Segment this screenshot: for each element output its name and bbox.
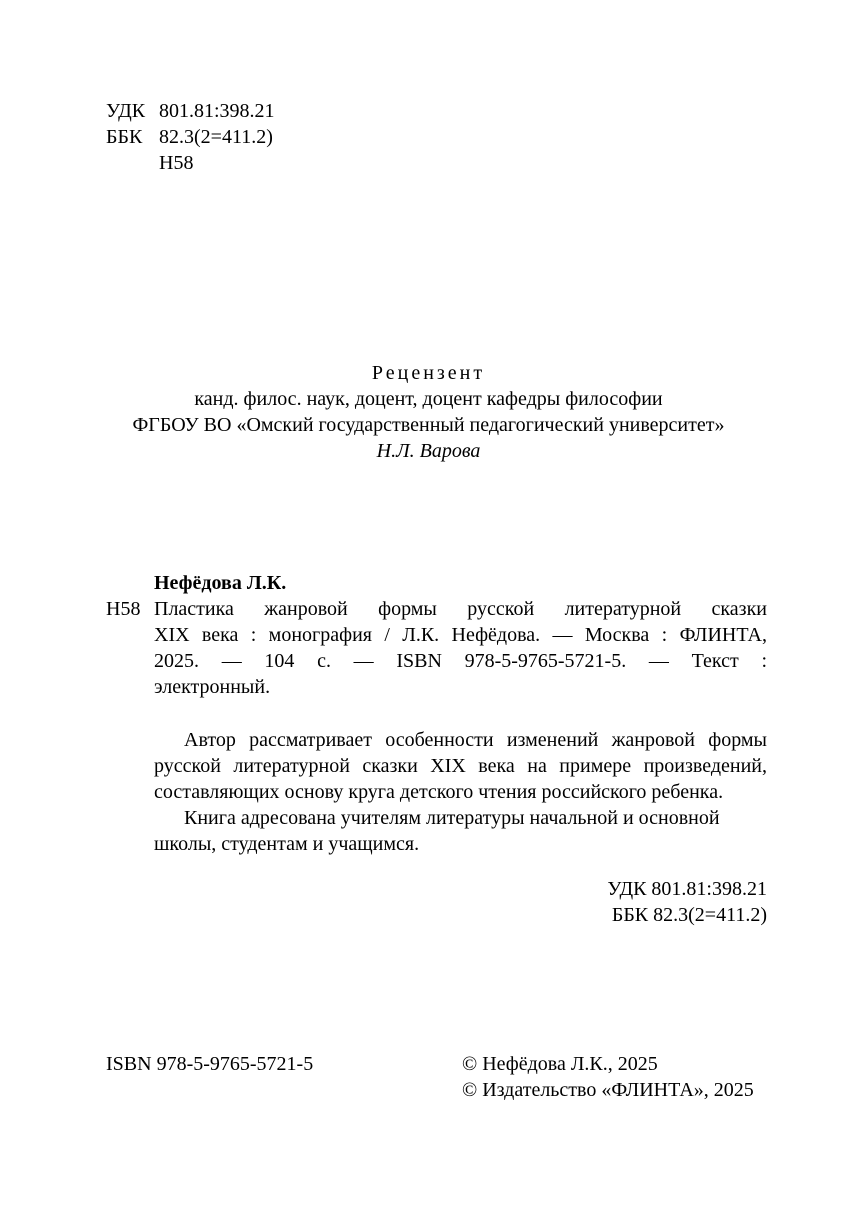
classification-codes: [106, 98, 275, 176]
annotation-line: школы, студентам и учащимся.: [154, 833, 420, 855]
author-mark-top: Н58: [159, 152, 194, 174]
annotation-line: составляющих основу круга детского чтения российского ребенка.: [154, 781, 724, 803]
bbk-label: ББК: [106, 126, 143, 148]
copyright-author: © Нефёдова Л.К., 2025: [462, 1053, 658, 1075]
record-bbk: ББК 82.3(2=411.2): [611, 904, 767, 926]
description-line: электронный.: [154, 676, 271, 698]
annotation-line: Автор рассматривает особенности изменений жанровой формы: [184, 729, 767, 751]
description-line: Пластика жанровой формы русской литературной сказки: [154, 598, 767, 620]
copyright-block: [462, 1051, 754, 1103]
record-description: [154, 596, 767, 700]
description-line: 2025. — 104 с. — ISBN 978-5-9765-5721-5. — Текст :: [154, 650, 767, 672]
udk-row: [106, 98, 275, 124]
isbn: ISBN 978-5-9765-5721-5: [106, 1053, 314, 1075]
reviewer-degree: канд. филос. наук, доцент, доцент кафедры философии: [194, 388, 663, 410]
annotation-line: Книга адресована учителям литературы начальной и основной: [184, 807, 720, 829]
record-classification: [450, 876, 767, 928]
udk-value: 801.81:398.21: [159, 100, 275, 122]
description-line: XIX века : монография / Л.К. Нефёдова. — Москва : ФЛИНТА,: [154, 624, 767, 646]
reviewer-heading: Рецензент: [371, 362, 486, 384]
copyright-publisher: © Издательство «ФЛИНТА», 2025: [462, 1079, 754, 1101]
bbk-value: 82.3(2=411.2): [159, 126, 273, 148]
record-udk: УДК 801.81:398.21: [607, 878, 767, 900]
annotation-line: русской литературной сказки XIX века на примере произведений,: [154, 755, 767, 777]
reviewer-institution: ФГБОУ ВО «Омский государственный педагогический университет»: [132, 414, 725, 436]
reviewer-block: [0, 360, 857, 464]
record-author: Нефёдова Л.К.: [154, 572, 287, 594]
udk-label: УДК: [106, 100, 146, 122]
annotation: [154, 727, 767, 857]
record-author-mark: Н58: [106, 598, 141, 620]
bbk-row: [106, 124, 275, 150]
reviewer-name: Н.Л. Варова: [376, 440, 481, 462]
